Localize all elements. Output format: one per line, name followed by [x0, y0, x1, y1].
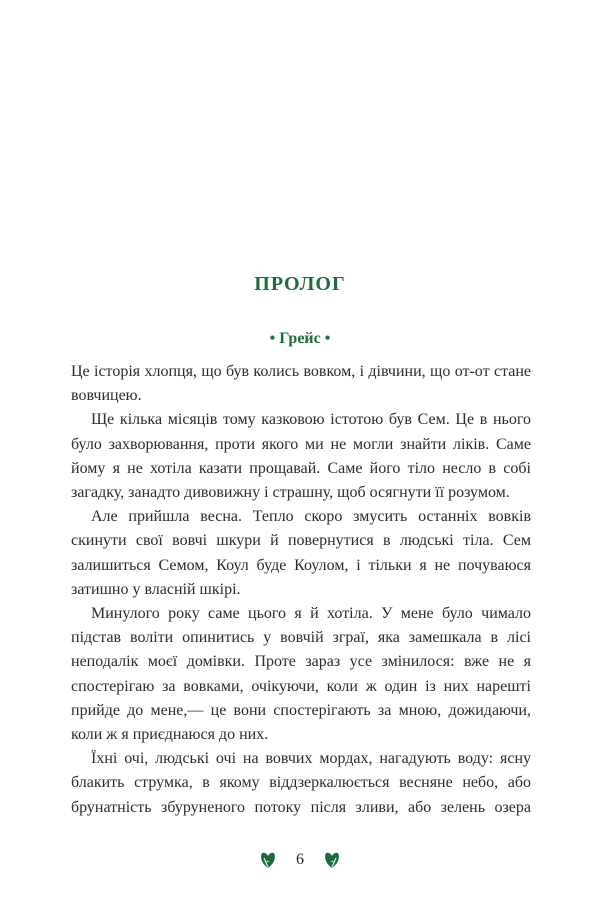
paragraph: Їхні очі, людські очі на вовчих мордах, нагадують воду: ясну блакить струмка, в якому віддзеркалюється весняне небо, або брунатність збуруненого потоку після зливи, або зелень озера [71, 750, 531, 816]
body-text [71, 360, 531, 820]
paragraph: Ще кілька місяців тому казковою істотою був Сем. Це в нього було захворювання, проти якого ми не могли знайти ліків. Саме йому я не хотіла казати прощавай. Саме його тіло несло в собі загадку, занадто дивовижну і страшну, щоб осягнути її розумом. [71, 411, 531, 502]
subtitle-text: Грейс [279, 330, 321, 347]
subtitle-bullet-right: • [324, 330, 331, 347]
page-number: 6 [296, 851, 304, 868]
chapter-title: ПРОЛОГ [254, 273, 346, 295]
paragraph: Це історія хлопця, що був колись вовком, і дівчини, що от-от стане вовчицею. [71, 363, 531, 405]
paragraph: Минулого року саме цього я й хотіла. У мене було чимало підстав воліти опинитись у вовчій зграї, яка замешкала в лісі неподалік моєї домівки. Проте зараз усе змінилося: вже не я спостерігаю за вовками, очікуючи, коли ж один із них нарешті прийде до мене,— це вони спостерігають за мною, дожидаючи, коли ж я приєднаюся до них. [71, 605, 531, 744]
chapter-subtitle [0, 327, 600, 351]
leaf-icon [258, 850, 278, 870]
subtitle-bullet-left: • [269, 330, 276, 347]
paragraph: Але прийшла весна. Тепло скоро змусить останніх вовків скинути свої вовчі шкури й повернутися в людські тіла. Сем залишиться Семом, Коул буде Коулом, і тільки я не почуваюся затишно у власній шкірі. [71, 508, 531, 598]
page-footer [0, 845, 600, 875]
leaf-icon [322, 850, 342, 870]
